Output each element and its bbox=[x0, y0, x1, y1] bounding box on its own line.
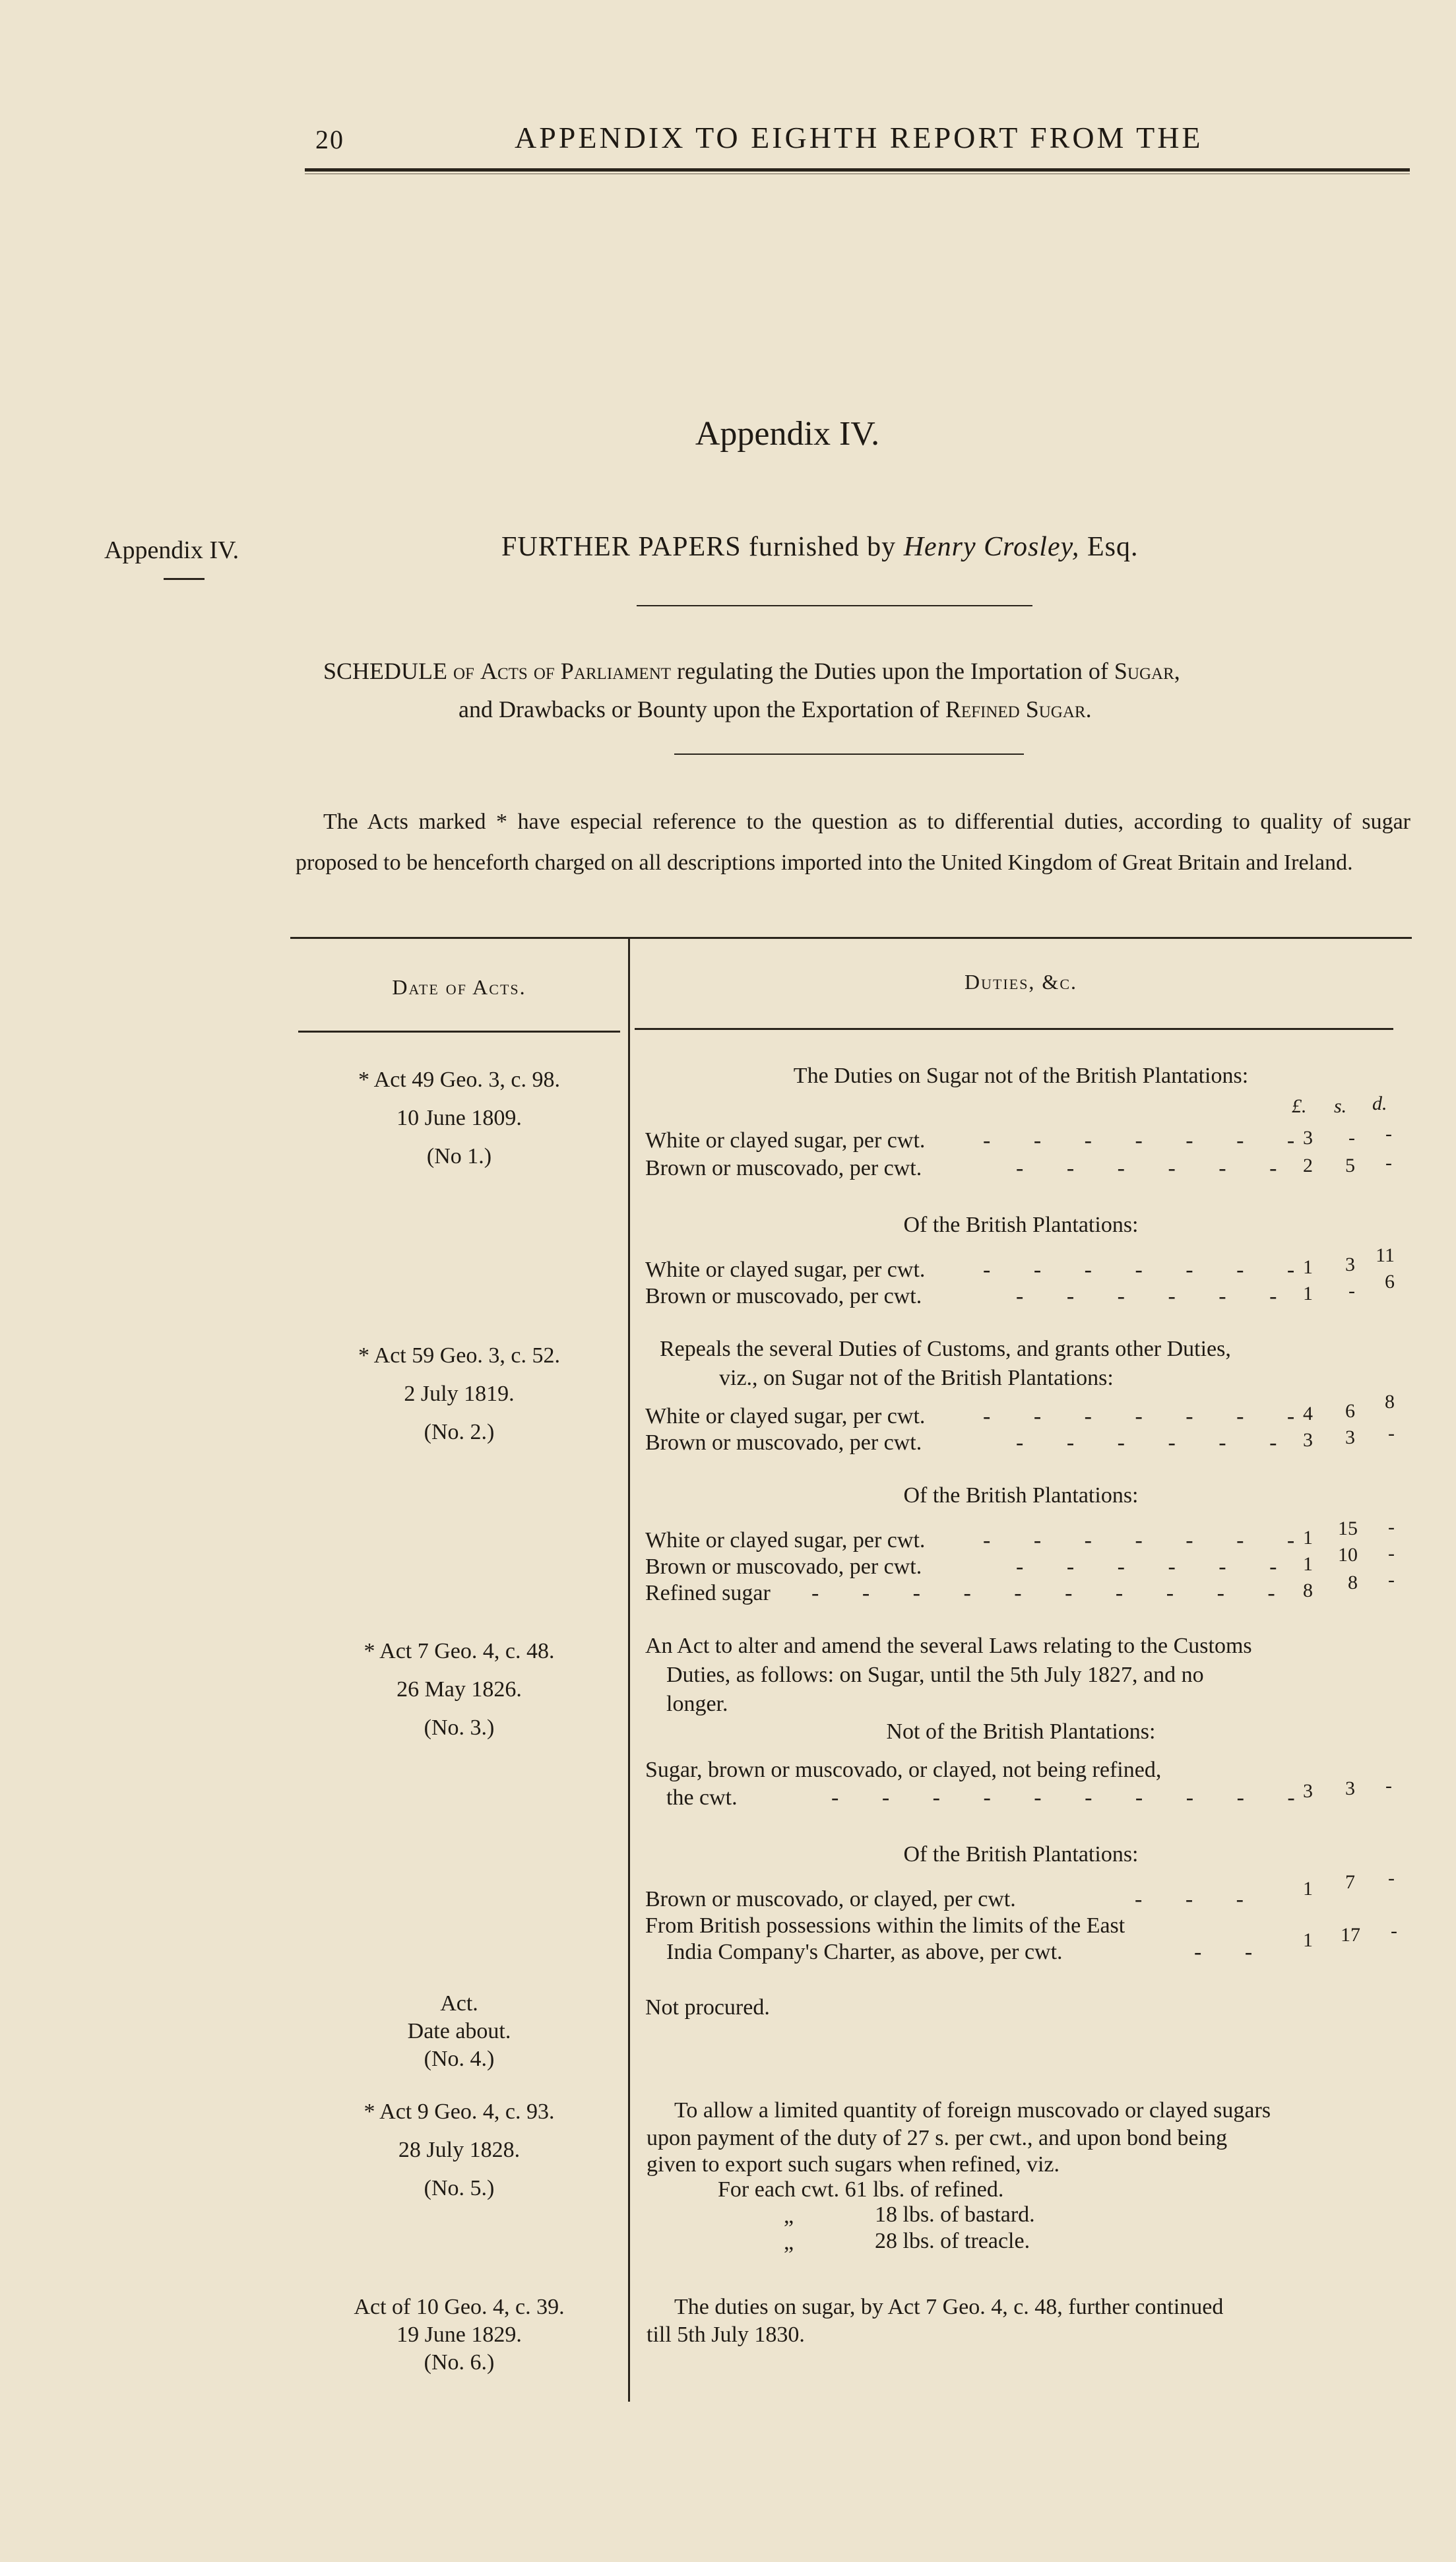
duties-subheading: Of the British Plantations: bbox=[903, 1213, 1139, 1237]
act-reference: * Act 7 Geo. 4, c. 48. bbox=[364, 1639, 555, 1663]
act-description: To allow a limited quantity of foreign muscovado or clayed sugars bbox=[674, 2098, 1271, 2123]
column-header-date: Date of Acts. bbox=[392, 975, 526, 999]
act-date: 19 June 1829. bbox=[396, 2322, 522, 2347]
refined-list-item: 18 lbs. of bastard. bbox=[875, 2202, 1035, 2227]
duty-item-label: Sugar, brown or muscovado, or clayed, not being refined, bbox=[645, 1758, 1162, 1782]
amount-pence: - bbox=[1385, 1123, 1392, 1145]
amount-pence: - bbox=[1385, 1152, 1392, 1174]
amount-pounds: 1 bbox=[1303, 1283, 1313, 1304]
amount-pounds: 1 bbox=[1303, 1553, 1313, 1575]
amount-shillings: - bbox=[1348, 1280, 1355, 1302]
amount-shillings: 6 bbox=[1345, 1400, 1355, 1422]
amount-pounds: 8 bbox=[1303, 1580, 1313, 1601]
leader-dots: - - - - - - bbox=[1016, 1554, 1284, 1579]
act-number: (No. 2.) bbox=[424, 1420, 495, 1444]
amount-pounds: 1 bbox=[1303, 1878, 1313, 1900]
unit-pounds: £. bbox=[1292, 1095, 1307, 1117]
duty-item-label: White or clayed sugar, per cwt. bbox=[645, 1258, 926, 1282]
act-description-cont: Duties, as follows: on Sugar, until the 5th July 1827, and no bbox=[666, 1663, 1204, 1687]
appendix-heading: Appendix IV. bbox=[695, 415, 880, 453]
leader-dots: - - - - - - - bbox=[983, 1128, 1302, 1153]
amount-pence: - bbox=[1385, 1775, 1392, 1797]
further-prefix: FURTHER PAPERS furnished by bbox=[501, 532, 897, 562]
table-top-rule bbox=[290, 937, 1412, 939]
act-description: The duties on sugar, by Act 7 Geo. 4, c. 48, further continued bbox=[674, 2295, 1224, 2319]
amount-shillings: 3 bbox=[1345, 1426, 1355, 1448]
amount-pence: - bbox=[1388, 1569, 1395, 1591]
amount-pence: 8 bbox=[1385, 1391, 1395, 1413]
act-description-cont: given to export such sugars when refined, viz. bbox=[647, 2152, 1060, 2177]
act-entry bbox=[290, 1990, 628, 2073]
act-date: 2 July 1819. bbox=[404, 1382, 515, 1406]
amount-pounds: 3 bbox=[1303, 1127, 1313, 1149]
duties-heading-cont: viz., on Sugar not of the British Plantations: bbox=[719, 1366, 1114, 1390]
duties-subheading: Of the British Plantations: bbox=[903, 1483, 1139, 1508]
leader-dots: - - - - - - - bbox=[983, 1258, 1302, 1282]
intro-note: The Acts marked * have especial reference to the question as to differential duties, according to quality of sugar proposed to be henceforth charged on all descriptions imported into the United Kingdom of Great Britain and Ireland. bbox=[296, 810, 1410, 875]
schedule-word: SCHEDULE bbox=[323, 658, 447, 684]
amount-pence: - bbox=[1388, 1543, 1395, 1564]
amount-pence: - bbox=[1388, 1516, 1395, 1538]
amount-pounds: 2 bbox=[1303, 1155, 1313, 1176]
duty-item-label-cont: India Company's Charter, as above, per cwt. bbox=[666, 1940, 1063, 1964]
amount-pence: 6 bbox=[1385, 1271, 1395, 1293]
leader-dots: - - - - - - - - - - bbox=[811, 1581, 1282, 1605]
duties-heading: The Duties on Sugar not of the British Plantations: bbox=[793, 1064, 1249, 1088]
duties-heading: Repeals the several Duties of Customs, and grants other Duties, bbox=[660, 1337, 1231, 1361]
amount-pence: 11 bbox=[1376, 1244, 1395, 1266]
amount-shillings: 17 bbox=[1341, 1924, 1360, 1946]
amount-pence: - bbox=[1388, 1423, 1395, 1444]
running-title: APPENDIX TO EIGHTH REPORT FROM THE bbox=[515, 121, 1203, 154]
act-reference: * Act 59 Geo. 3, c. 52. bbox=[358, 1343, 560, 1368]
ditto-mark: „ bbox=[784, 2204, 794, 2228]
schedule-word: regulating the Duties upon the Importation of bbox=[677, 658, 1108, 684]
duty-item-label: From British possessions within the limits of the East bbox=[645, 1913, 1125, 1938]
duty-item-label: White or clayed sugar, per cwt. bbox=[645, 1404, 926, 1428]
amount-pounds: 1 bbox=[1303, 1527, 1313, 1549]
amount-shillings: 7 bbox=[1345, 1871, 1355, 1893]
further-suffix: Esq. bbox=[1087, 532, 1139, 562]
act-number: (No. 4.) bbox=[424, 2047, 495, 2071]
act-number: (No 1.) bbox=[426, 1144, 492, 1169]
duty-item-label: Brown or muscovado, per cwt. bbox=[645, 1156, 922, 1180]
leader-dots: - - bbox=[1194, 1940, 1259, 1964]
act-entry bbox=[290, 1632, 628, 1747]
act-number: (No. 6.) bbox=[424, 2350, 495, 2375]
act-reference: * Act 49 Geo. 3, c. 98. bbox=[358, 1068, 560, 1092]
leader-dots: - - - - - - bbox=[1016, 1156, 1284, 1180]
duty-item-label: Refined sugar bbox=[645, 1581, 771, 1605]
amount-pence: - bbox=[1388, 1867, 1395, 1889]
duty-item-label: Brown or muscovado, per cwt. bbox=[645, 1284, 922, 1308]
refined-list-item: 28 lbs. of treacle. bbox=[875, 2229, 1030, 2253]
act-entry bbox=[290, 2293, 628, 2377]
leader-dots: - - - bbox=[1135, 1887, 1250, 1911]
unit-shillings: s. bbox=[1334, 1095, 1347, 1117]
further-papers-line bbox=[501, 531, 1138, 563]
act-description-cont: upon payment of the duty of 27 s. per cwt., and upon bond being bbox=[647, 2126, 1228, 2150]
amount-pounds: 4 bbox=[1303, 1403, 1313, 1425]
duty-item-label-cont: the cwt. bbox=[666, 1785, 738, 1810]
act-entry bbox=[290, 1061, 628, 1176]
duty-item-label: Brown or muscovado, per cwt. bbox=[645, 1554, 922, 1579]
act-reference: Act. bbox=[440, 1991, 478, 2016]
duties-subheading: Of the British Plantations: bbox=[903, 1842, 1139, 1867]
amount-pounds: 3 bbox=[1303, 1429, 1313, 1451]
duty-item-label: Brown or muscovado, or clayed, per cwt. bbox=[645, 1887, 1016, 1911]
duty-item-label: White or clayed sugar, per cwt. bbox=[645, 1528, 926, 1553]
schedule-word: of bbox=[533, 658, 555, 684]
schedule-word: Acts bbox=[480, 658, 528, 684]
column-divider bbox=[628, 937, 630, 2402]
schedule-word: Sugar, bbox=[1114, 658, 1180, 684]
separator-rule bbox=[637, 605, 1032, 606]
amount-shillings: 5 bbox=[1345, 1155, 1355, 1176]
act-description-cont: till 5th July 1830. bbox=[647, 2322, 805, 2347]
leader-dots: - - - - - - bbox=[1016, 1430, 1284, 1455]
schedule-word: of bbox=[453, 658, 474, 684]
amount-shillings: - bbox=[1348, 1127, 1355, 1149]
act-date: Date about. bbox=[407, 2019, 511, 2043]
schedule-title bbox=[323, 652, 1405, 728]
leader-dots: - - - - - - - - - - bbox=[831, 1785, 1302, 1810]
act-date: 26 May 1826. bbox=[396, 1677, 522, 1702]
header-rule-left bbox=[298, 1031, 620, 1033]
unit-pence: d. bbox=[1372, 1093, 1387, 1114]
amount-pounds: 1 bbox=[1303, 1256, 1313, 1278]
act-reference: Act of 10 Geo. 4, c. 39. bbox=[354, 2295, 565, 2319]
separator-rule bbox=[674, 753, 1024, 755]
leader-dots: - - - - - - - bbox=[983, 1404, 1302, 1428]
amount-pounds: 1 bbox=[1303, 1929, 1313, 1951]
amount-pence: - bbox=[1391, 1920, 1397, 1942]
act-reference: * Act 9 Geo. 4, c. 93. bbox=[364, 2099, 555, 2124]
ditto-mark: „ bbox=[784, 2230, 794, 2255]
amount-shillings: 3 bbox=[1345, 1254, 1355, 1275]
act-entry bbox=[290, 2093, 628, 2208]
duty-item-label: White or clayed sugar, per cwt. bbox=[645, 1128, 926, 1153]
schedule-word: Parliament bbox=[560, 658, 672, 684]
act-description: Not procured. bbox=[645, 1995, 770, 2020]
amount-shillings: 15 bbox=[1338, 1518, 1358, 1539]
margin-note: Appendix IV. bbox=[104, 536, 239, 564]
amount-shillings: 10 bbox=[1338, 1544, 1358, 1566]
page-number: 20 bbox=[315, 125, 344, 154]
header-rule-right bbox=[635, 1028, 1393, 1030]
schedule-line2: and Drawbacks or Bounty upon the Exportation of bbox=[459, 696, 939, 722]
author-name: Henry Crosley, bbox=[903, 532, 1080, 562]
leader-dots: - - - - - - - bbox=[983, 1528, 1302, 1553]
amount-shillings: 3 bbox=[1303, 1780, 1313, 1802]
column-header-duties: Duties, &c. bbox=[965, 970, 1077, 994]
act-entry bbox=[290, 1337, 628, 1452]
act-number: (No. 3.) bbox=[424, 1715, 495, 1740]
act-date: 10 June 1809. bbox=[396, 1106, 522, 1130]
amount-shillings: 3 bbox=[1345, 1777, 1355, 1799]
duty-item-label: Brown or muscovado, per cwt. bbox=[645, 1430, 922, 1455]
amount-shillings: 8 bbox=[1348, 1572, 1358, 1593]
act-description-cont: longer. bbox=[666, 1692, 728, 1716]
duties-subheading: Not of the British Plantations: bbox=[886, 1719, 1156, 1744]
header-rule bbox=[305, 168, 1410, 172]
refined-list-item: For each cwt. 61 lbs. of refined. bbox=[718, 2177, 1004, 2202]
schedule-line2-sc: Refined Sugar. bbox=[945, 696, 1092, 722]
margin-rule bbox=[164, 578, 205, 580]
act-number: (No. 5.) bbox=[424, 2176, 495, 2200]
act-date: 28 July 1828. bbox=[398, 2138, 521, 2162]
act-description: An Act to alter and amend the several Laws relating to the Customs bbox=[645, 1634, 1252, 1658]
leader-dots: - - - - - - bbox=[1016, 1284, 1284, 1308]
